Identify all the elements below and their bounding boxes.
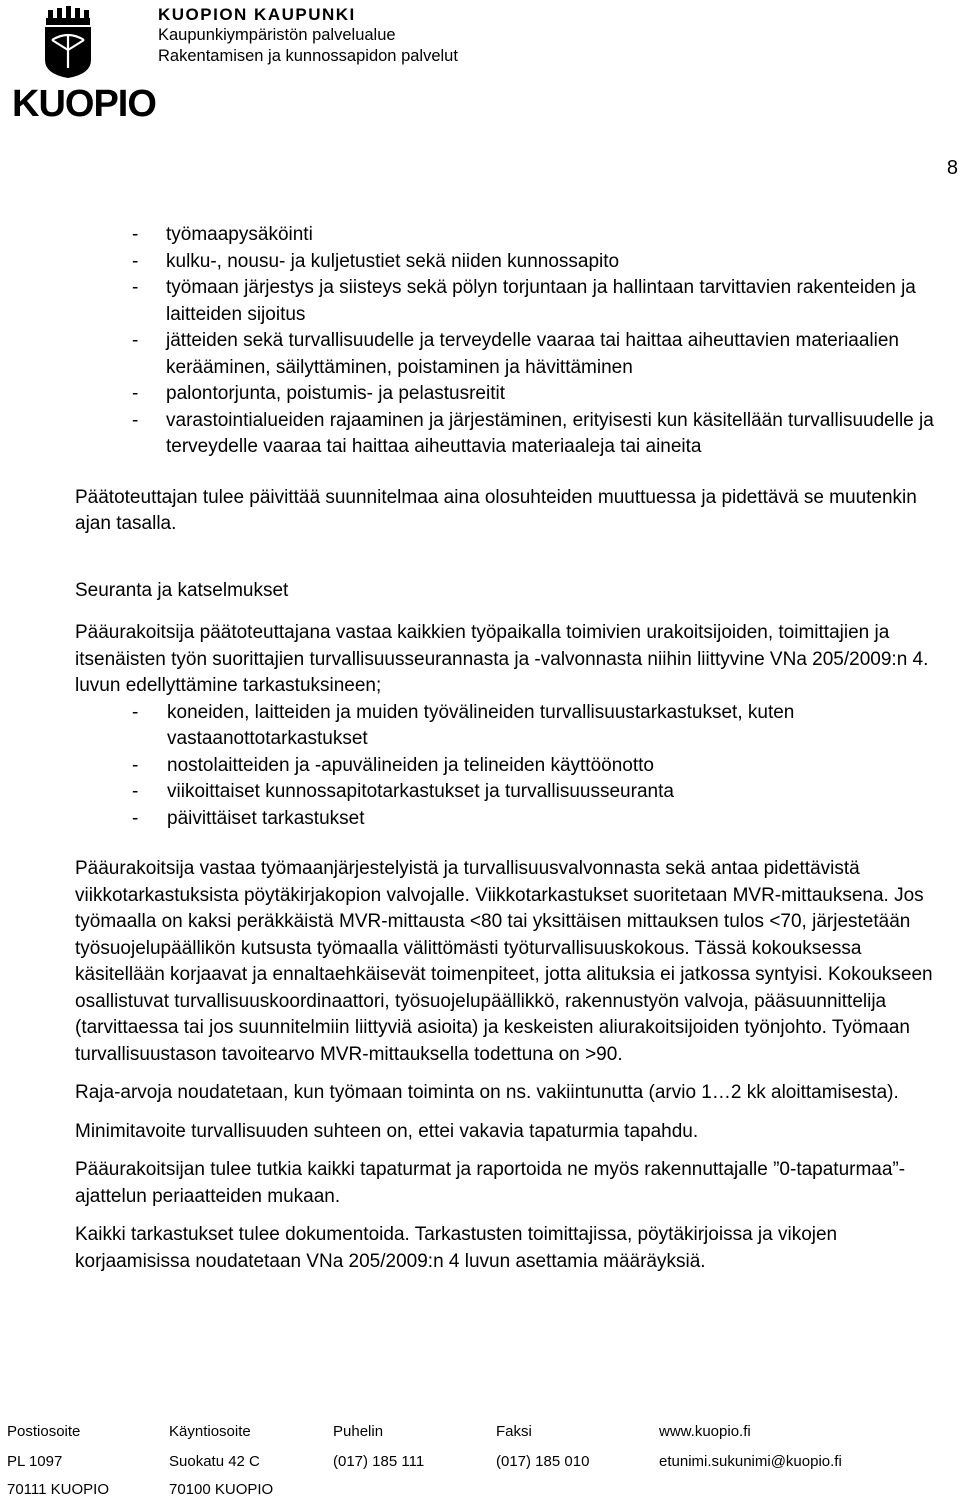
paragraph: Kaikki tarkastukset tulee dokumentoida. Tarkastusten toimittajissa, pöytäkirjoissa ja vikojen korjaamisissa noudatetaan VNa 205/2009:n 4 luvun asettamia määräyksiä. — [75, 1224, 838, 1272]
list-item: - päivittäiset tarkastukset — [75, 806, 955, 833]
footer-label: Käyntiosoite — [169, 1423, 251, 1440]
footer-value: Suokatu 42 C — [169, 1453, 260, 1470]
paragraph: Pääurakoitsija päätoteuttajana vastaa kaikkien työpaikalla toimivien urakoitsijoiden, toimittajien ja itsenäisten työn suorittajien turvallisuusseurannasta ja -valvonnasta niihin liittyvine VNa 205/2009:n 4. luvun edellyttämine tarkastuksineen; — [75, 622, 929, 696]
list-item: - jätteiden sekä turvallisuudelle ja terveydelle vaaraa tai haittaa aiheuttavien materiaalien kerääminen, säilyttäminen, poistaminen ja hävittäminen — [75, 328, 955, 381]
paragraph: Päätoteuttajan tulee päivittää suunnitelmaa aina olosuhteiden muuttuessa ja pidettävä se muutenkin ajan tasalla. — [75, 486, 917, 534]
list-item: - varastointialueiden rajaaminen ja järjestäminen, erityisesti kun käsitellään turvallisuudelle ja terveydelle vaaraa tai haittaa aiheuttavia materiaaleja tai aineita — [75, 408, 955, 461]
footer-value: (017) 185 111 — [333, 1453, 425, 1470]
paragraph: Raja-arvoja noudatetaan, kun työmaan toiminta on ns. vakiintunutta (arvio 1…2 kk aloittamisesta). — [75, 1082, 899, 1103]
list-item: - nostolaitteiden ja -apuvälineiden ja telineiden käyttöönotto — [75, 753, 955, 780]
list-item: - kulku-, nousu- ja kuljetustiet sekä niiden kunnossapito — [75, 249, 955, 276]
document-body — [75, 222, 955, 1275]
list-item: - koneiden, laitteiden ja muiden työvälineiden turvallisuustarkastukset, kuten vastaanottotarkastukset — [75, 700, 955, 753]
logo-wordmark: KUOPIO — [12, 83, 156, 125]
list-item: - viikoittaiset kunnossapitotarkastukset ja turvallisuusseuranta — [75, 779, 955, 806]
footer-website-link[interactable]: www.kuopio.fi — [659, 1423, 751, 1440]
department-name: Kaupunkiympäristön palvelualue — [158, 26, 396, 44]
footer-postcode-row — [7, 1481, 957, 1499]
page-number: 8 — [946, 157, 958, 179]
arrangements-list — [75, 222, 955, 461]
paragraph: Pääurakoitsija vastaa työmaanjärjestelyistä ja turvallisuusvalvonnasta sekä antaa pidettävistä viikkotarkastuksista pöytäkirjakopion valvojalle. Viikkotarkastukset suoritetaan MVR-mittauksena. Jos työmaalla on kaksi peräkkäistä MVR-mittausta <80 tai yksittäisen mittauksen tulos <70, järjestetään työsuojelupäällikön kutsusta työmaalla välittömästi työturvallisuuskokous. Tässä kokouksessa käsitellään korjaavat ja ennaltaehkäisevät toimenpiteet, jotta alituksia ei jatkossa syntyisi. Kokoukseen osallistuvat turvallisuuskoordinaattori, työsuojelupäällikkö, rakennustyön valvoja, pääsuunnittelija (tarvittaessa tai jos suunnitelmiin liittyviä asioita) ja keskeisten aliurakoitsijoiden työnjohto. Työmaan turvallisuustason tavoitearvo MVR-mittauksella todettuna on >90. — [75, 858, 933, 1065]
kuopio-logo — [8, 4, 156, 126]
organization-header — [158, 4, 458, 67]
footer-label: Postiosoite — [7, 1423, 81, 1440]
paragraph: Pääurakoitsijan tulee tutkia kaikki tapaturmat ja raportoida ne myös rakennuttajalle ”0-tapaturmaa”-ajattelun periaatteiden mukaan. — [75, 1159, 906, 1207]
footer — [7, 1423, 957, 1499]
footer-value: PL 1097 — [7, 1453, 63, 1470]
list-item: - palontorjunta, poistumis- ja pelastusreitit — [75, 381, 955, 408]
footer-values-row — [7, 1453, 957, 1471]
list-item: - työmaan järjestys ja siisteys sekä pölyn torjuntaan ja hallintaan tarvittavien rakenteiden ja laitteiden sijoitus — [75, 275, 955, 328]
footer-label: Puhelin — [333, 1423, 384, 1440]
footer-value: (017) 185 010 — [496, 1453, 590, 1470]
list-item: - työmaapysäköinti — [75, 222, 955, 249]
footer-email-link[interactable]: etunimi.sukunimi@kuopio.fi — [659, 1453, 842, 1470]
org-name: KUOPION KAUPUNKI — [158, 5, 356, 24]
coat-of-arms-icon — [8, 4, 156, 126]
footer-value: 70100 KUOPIO — [169, 1481, 274, 1498]
footer-value: 70111 KUOPIO — [7, 1481, 109, 1498]
inspections-list — [75, 700, 955, 833]
section-heading: Seuranta ja katselmukset — [75, 579, 289, 601]
footer-label: Faksi — [496, 1423, 532, 1440]
paragraph: Minimitavoite turvallisuuden suhteen on, ettei vakavia tapaturmia tapahdu. — [75, 1120, 699, 1142]
footer-labels-row — [7, 1423, 957, 1441]
unit-name: Rakentamisen ja kunnossapidon palvelut — [158, 47, 458, 65]
